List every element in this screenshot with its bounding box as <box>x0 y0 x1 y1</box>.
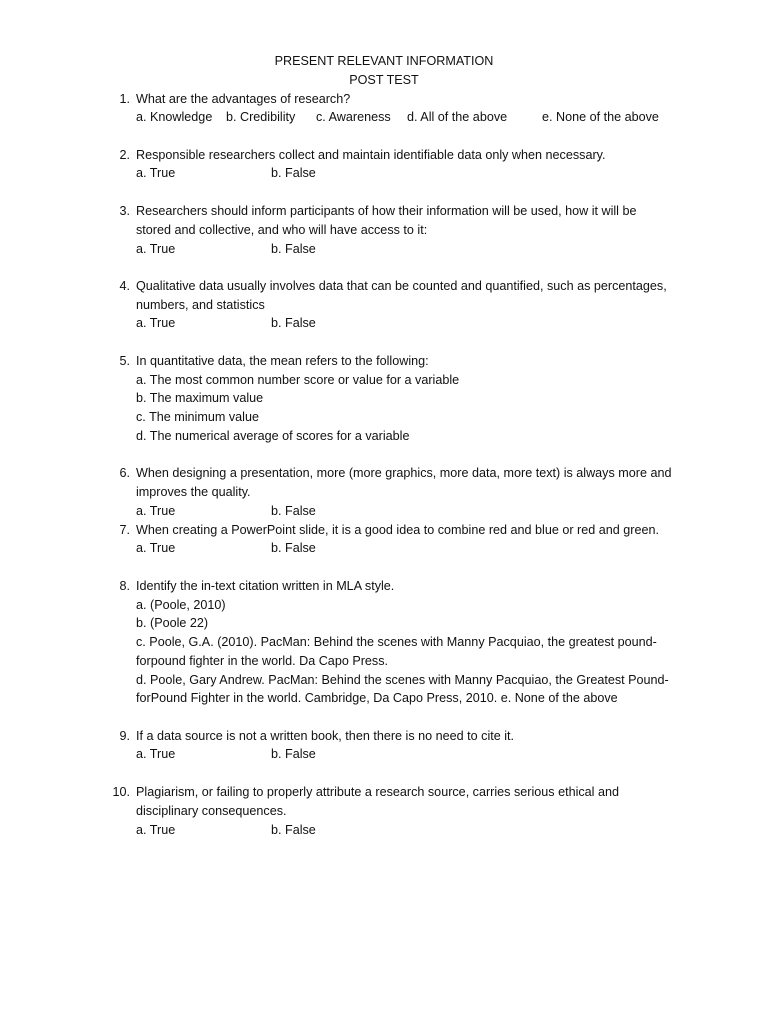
question-text: Researchers should inform participants of how their information will be used, how it will be <box>136 204 637 218</box>
option: b. False <box>271 166 316 180</box>
option: b. False <box>271 823 316 837</box>
question-number: 2. <box>119 148 130 162</box>
option: a. True <box>136 166 176 180</box>
question-text: Qualitative data usually involves data that can be counted and quantified, such as percentages, <box>136 279 667 293</box>
option: a. Knowledge <box>136 110 213 124</box>
option: e. None of the above <box>542 110 659 124</box>
option: b. Credibility <box>226 110 296 124</box>
option: a. True <box>136 242 176 256</box>
option: d. All of the above <box>407 110 508 124</box>
option: a. True <box>136 504 176 518</box>
option: b. False <box>271 541 316 555</box>
question-number: 3. <box>119 204 130 218</box>
option: b. False <box>271 242 316 256</box>
question-text: disciplinary consequences. <box>136 804 287 818</box>
option: d. The numerical average of scores for a variable <box>136 429 410 443</box>
question-text: When designing a presentation, more (more graphics, more data, more text) is always more and <box>136 466 672 480</box>
option: c. Awareness <box>316 110 391 124</box>
question-text: stored and collective, and who will have access to it: <box>136 223 428 237</box>
question-text: Responsible researchers collect and maintain identifiable data only when necessary. <box>136 148 606 162</box>
question-number: 8. <box>119 579 130 593</box>
option: b. False <box>271 316 316 330</box>
question-text: When creating a PowerPoint slide, it is a good idea to combine red and blue or red and green. <box>136 523 659 537</box>
option: b. The maximum value <box>136 391 264 405</box>
option: c. Poole, G.A. (2010). PacMan: Behind the scenes with Manny Pacquiao, the greatest pound- <box>136 635 657 649</box>
question-text: What are the advantages of research? <box>136 92 351 106</box>
question-number: 6. <box>119 466 130 480</box>
option: a. True <box>136 541 176 555</box>
question-number: 4. <box>119 279 130 293</box>
option: forpound fighter in the world. Da Capo Press. <box>136 654 389 668</box>
option: d. Poole, Gary Andrew. PacMan: Behind the scenes with Manny Pacquiao, the Greatest Pound- <box>136 673 669 687</box>
option: c. The minimum value <box>136 410 259 424</box>
question-text: Plagiarism, or failing to properly attribute a research source, carries serious ethical and <box>136 785 619 799</box>
option: a. True <box>136 823 176 837</box>
question-number: 7. <box>119 523 130 537</box>
option: a. The most common number score or value for a variable <box>136 373 460 387</box>
question-number: 9. <box>119 729 130 743</box>
option: a. True <box>136 316 176 330</box>
question-text: Identify the in-text citation written in MLA style. <box>136 579 395 593</box>
question-number: 10. <box>112 785 130 799</box>
option: b. (Poole 22) <box>136 616 209 630</box>
option: b. False <box>271 747 316 761</box>
option: a. True <box>136 747 176 761</box>
question-text: numbers, and statistics <box>136 298 265 312</box>
question-text: If a data source is not a written book, then there is no need to cite it. <box>136 729 515 743</box>
option: forPound Fighter in the world. Cambridge, Da Capo Press, 2010. e. None of the above <box>136 691 618 705</box>
document-title: PRESENT RELEVANT INFORMATION <box>274 54 494 68</box>
question-text: improves the quality. <box>136 485 251 499</box>
option: a. (Poole, 2010) <box>136 598 226 612</box>
question-number: 5. <box>119 354 130 368</box>
document-subtitle: POST TEST <box>349 73 419 87</box>
question-number: 1. <box>119 92 130 106</box>
question-text: In quantitative data, the mean refers to the following: <box>136 354 429 368</box>
option: b. False <box>271 504 316 518</box>
